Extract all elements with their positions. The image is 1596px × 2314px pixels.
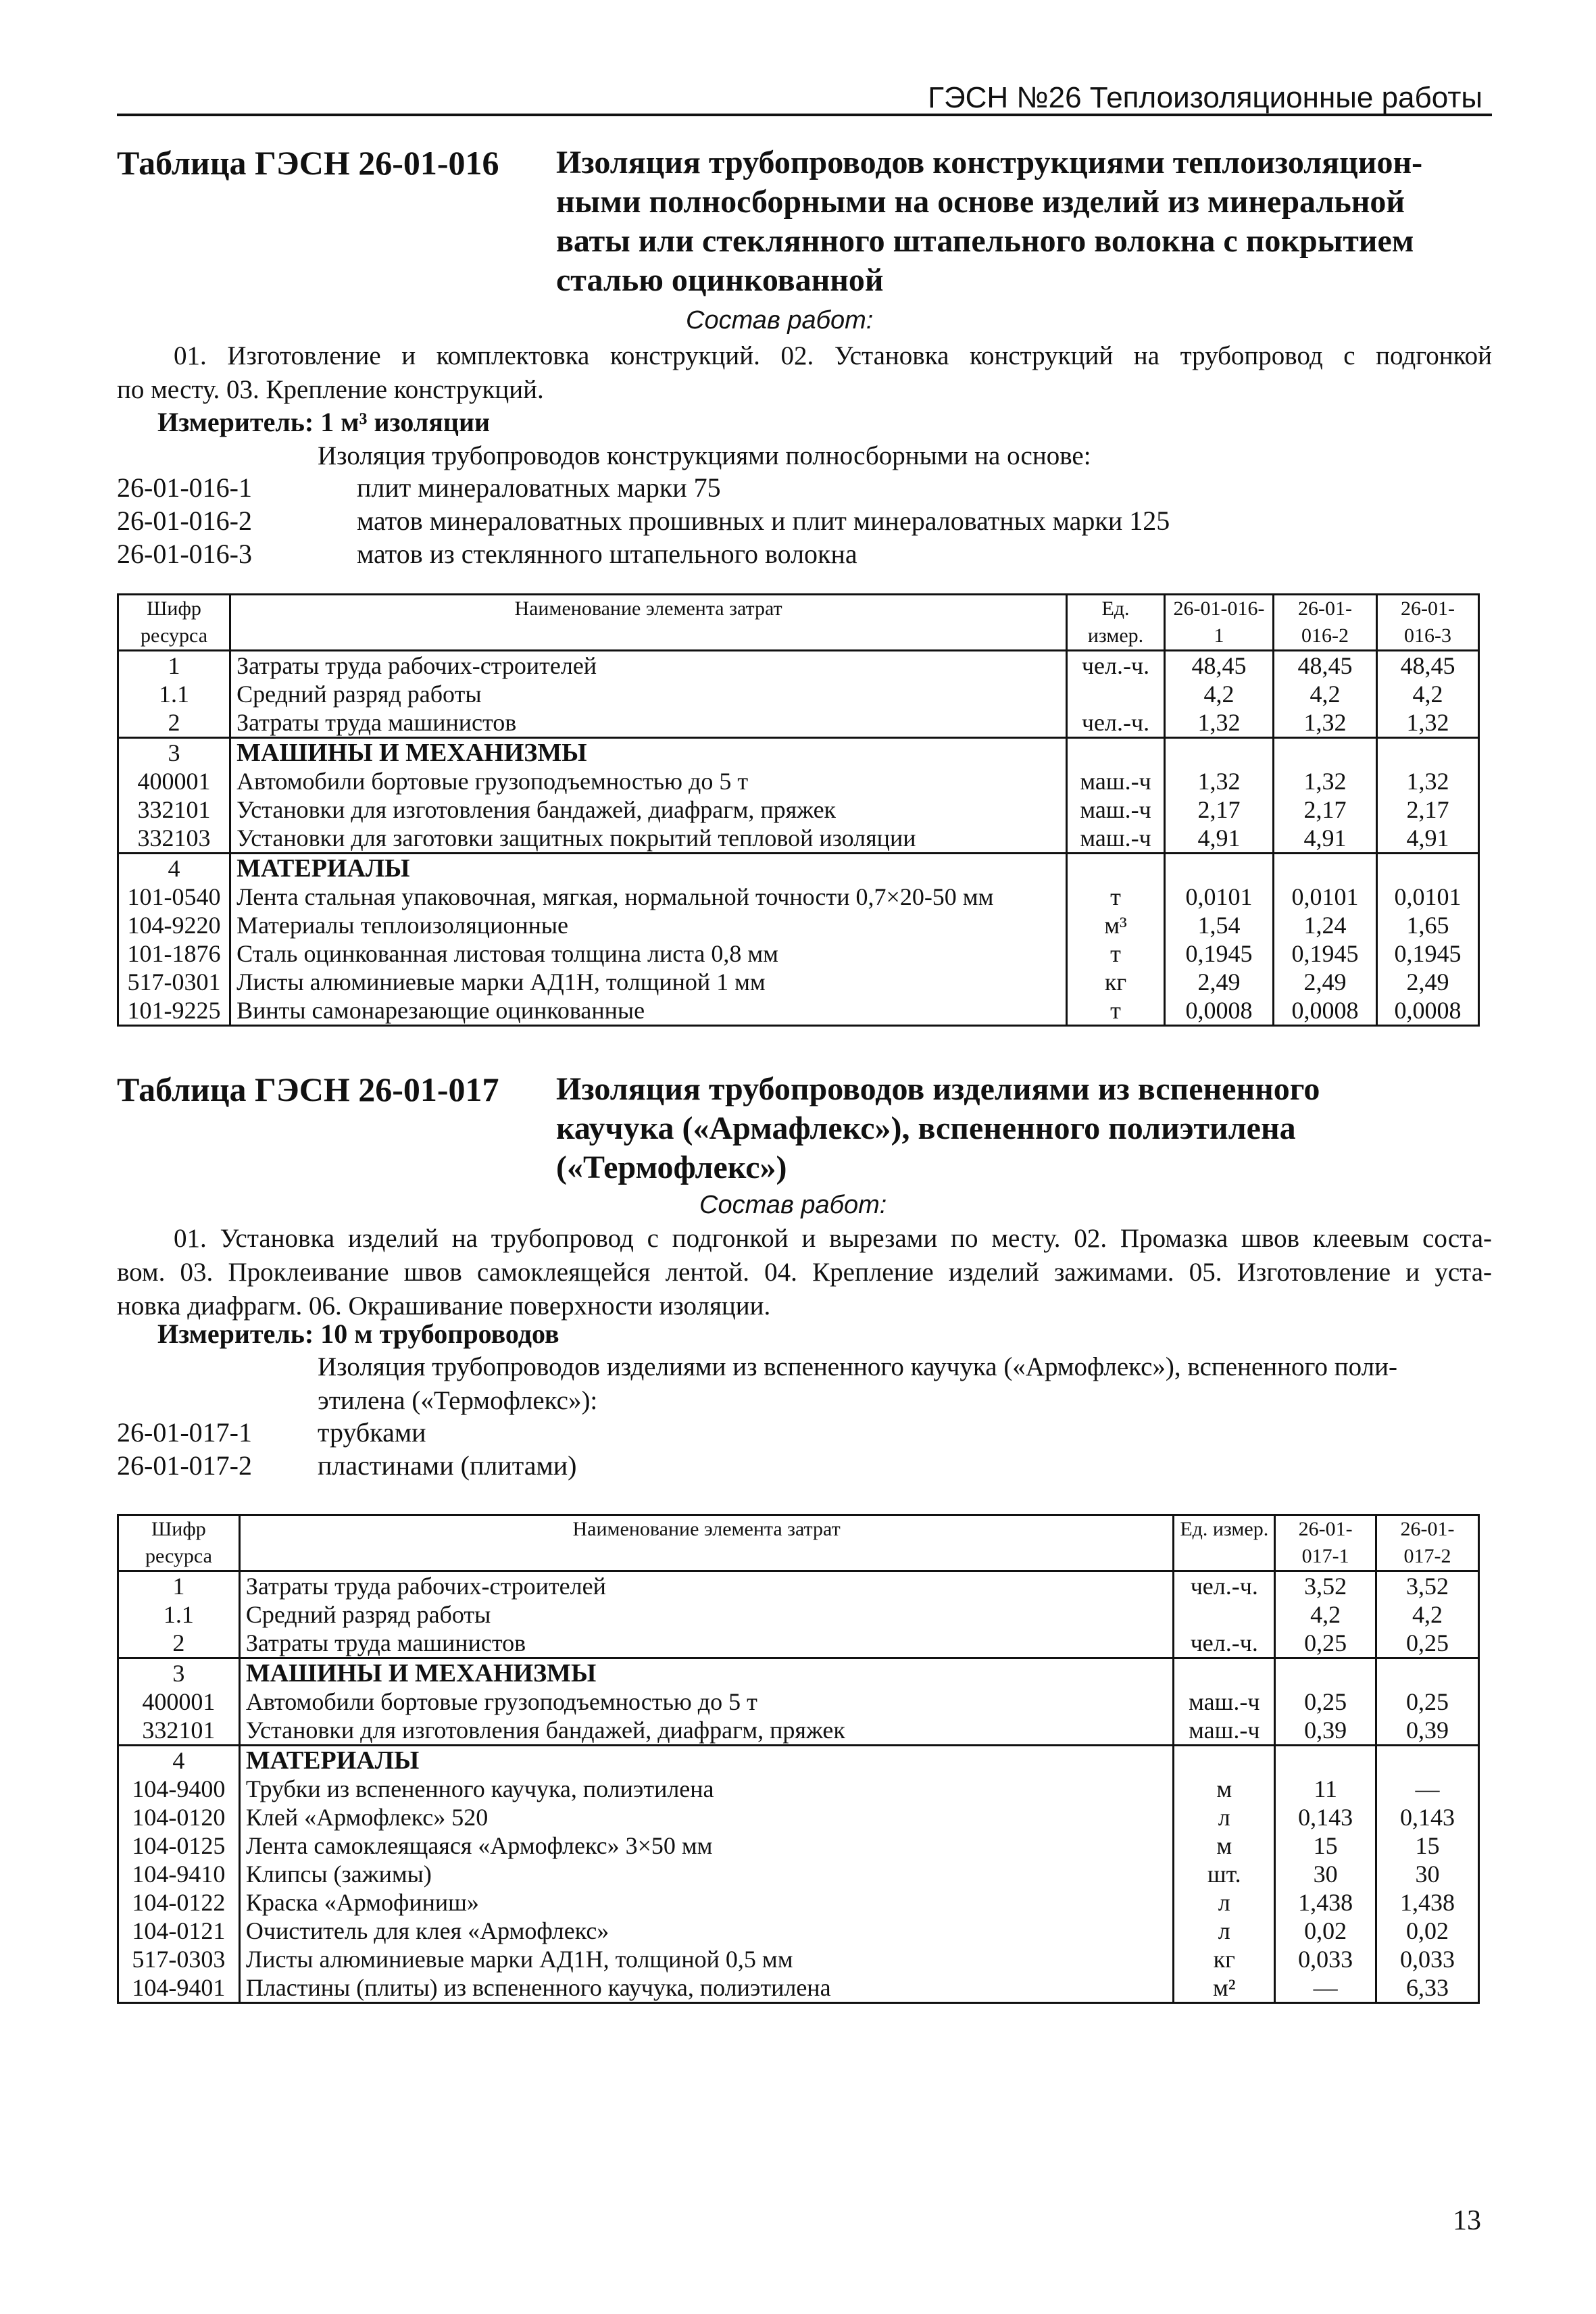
cell-code: 517-0303 (118, 1945, 240, 1973)
cell-unit: маш.-ч (1067, 767, 1165, 795)
cell-value: 2,17 (1376, 795, 1478, 824)
cell-code: 104-0122 (118, 1888, 240, 1917)
cell-value: 0,143 (1275, 1803, 1376, 1831)
cell-unit: л (1174, 1803, 1275, 1831)
cell-value: 1,32 (1164, 767, 1273, 795)
cell-value: 1,32 (1376, 767, 1478, 795)
page-number: 13 (1453, 2205, 1481, 2236)
header-col: 26-01-017-1 (1275, 1515, 1376, 1571)
cell-value: 1,24 (1274, 911, 1377, 939)
cell-unit: м (1174, 1775, 1275, 1803)
cell-name: Пластины (плиты) из вспененного каучука, полиэтилена (239, 1973, 1173, 2003)
cell-value (1274, 738, 1377, 768)
cell-value: 1,438 (1376, 1888, 1479, 1917)
table-row (118, 738, 1479, 768)
cell-code: 517-0301 (118, 968, 230, 996)
cell-value: 0,033 (1376, 1945, 1479, 1973)
header-col: 26-01-017-2 (1376, 1515, 1479, 1571)
cell-unit: маш.-ч (1067, 824, 1165, 854)
cell-value: 0,0101 (1164, 883, 1273, 911)
cell-unit: маш.-ч (1174, 1716, 1275, 1746)
cell-value: 0,02 (1275, 1917, 1376, 1945)
cell-code: 4 (118, 1746, 240, 1775)
table-row (118, 854, 1479, 883)
table1-works-line: по месту. 03. Крепление конструкций. (117, 375, 544, 404)
cell-code: 332101 (118, 1716, 240, 1746)
variant-code: 26-01-017-2 (117, 1450, 252, 1481)
cell-name: МАШИНЫ И МЕХАНИЗМЫ (230, 738, 1067, 768)
cell-value: 0,033 (1275, 1945, 1376, 1973)
cell-unit: чел.-ч. (1174, 1629, 1275, 1658)
cell-code: 1 (118, 1571, 240, 1601)
cell-name: МАТЕРИАЛЫ (239, 1746, 1173, 1775)
table1-meter (157, 406, 490, 438)
table-row (118, 795, 1479, 824)
intro-line: этилена («Термофлекс»): (318, 1386, 598, 1415)
cell-value: 2,17 (1164, 795, 1273, 824)
table1-title: Таблица ГЭСН 26-01-016 (117, 144, 499, 182)
variant-text: пластинами (плитами) (318, 1450, 577, 1481)
table-row (118, 1716, 1479, 1746)
variant-text: матов из стеклянного штапельного волокна (357, 539, 857, 569)
table-row (118, 1629, 1479, 1658)
cell-name: МАТЕРИАЛЫ (230, 854, 1067, 883)
header-name: Наименование элемента затрат (230, 595, 1067, 651)
cell-code: 101-1876 (118, 939, 230, 968)
cell-value: 15 (1275, 1831, 1376, 1860)
table2-works-line: новка диафрагм. 06. Окрашивание поверхности изоляции. (117, 1291, 771, 1321)
cell-name: Трубки из вспененного каучука, полиэтилена (239, 1775, 1173, 1803)
cell-name: МАШИНЫ И МЕХАНИЗМЫ (239, 1658, 1173, 1688)
header-code: Шифр ресурса (118, 595, 230, 651)
table2-meter (157, 1318, 559, 1350)
table-row (118, 1973, 1479, 2003)
cell-name: Затраты труда машинистов (239, 1629, 1173, 1658)
cell-name: Затраты труда машинистов (230, 708, 1067, 738)
table-row (118, 1688, 1479, 1716)
table2-works-line: 01. Установка изделий на трубопровод с подгонкой и вырезами по месту. 02. Промазка швов клеевым соста- (174, 1224, 1492, 1253)
table-row (118, 824, 1479, 854)
header-code: Шифр ресурса (118, 1515, 240, 1571)
cell-name: Листы алюминиевые марки АД1Н, толщиной 1 мм (230, 968, 1067, 996)
cell-code: 104-0125 (118, 1831, 240, 1860)
table2-variant-row (117, 1450, 1401, 1483)
cell-unit (1067, 738, 1165, 768)
cell-value: 1,54 (1164, 911, 1273, 939)
cell-value: 0,25 (1275, 1688, 1376, 1716)
cell-code: 400001 (118, 767, 230, 795)
cell-code: 104-9401 (118, 1973, 240, 2003)
table2-caption-line: Изоляция трубопроводов изделиями из вспененного (556, 1071, 1320, 1107)
cell-code: 2 (118, 1629, 240, 1658)
cell-value: 1,32 (1274, 767, 1377, 795)
variant-text: матов минераловатных прошивных и плит минераловатных марки 125 (357, 506, 1170, 536)
cell-value (1164, 854, 1273, 883)
table-row (118, 939, 1479, 968)
cell-value (1275, 1658, 1376, 1688)
cell-value (1376, 854, 1478, 883)
table-row (118, 996, 1479, 1026)
cell-name: Лента стальная упаковочная, мягкая, нормальной точности 0,7×20-50 мм (230, 883, 1067, 911)
cell-value (1274, 854, 1377, 883)
cell-code: 104-9410 (118, 1860, 240, 1888)
running-head: ГЭСН №26 Теплоизоляционные работы (928, 81, 1482, 114)
cell-value: 0,39 (1275, 1716, 1376, 1746)
cell-code: 104-0121 (118, 1917, 240, 1945)
table2-caption (556, 1070, 1320, 1187)
cell-value: — (1376, 1775, 1479, 1803)
table1-meter-value: 1 м³ изоляции (320, 407, 491, 437)
cell-value: 0,1945 (1376, 939, 1478, 968)
table-row (118, 1746, 1479, 1775)
table-row (118, 1803, 1479, 1831)
cell-unit: л (1174, 1917, 1275, 1945)
cell-value: 48,45 (1164, 651, 1273, 681)
cell-value: 0,0008 (1274, 996, 1377, 1026)
resource-table-2 (117, 1514, 1480, 2004)
cell-value: 4,2 (1376, 1600, 1479, 1629)
cell-code: 104-0120 (118, 1803, 240, 1831)
cell-value: 4,91 (1376, 824, 1478, 854)
cell-value: 4,2 (1376, 680, 1478, 708)
cell-code: 1.1 (118, 1600, 240, 1629)
cell-value: 0,1945 (1164, 939, 1273, 968)
table-row (118, 1658, 1479, 1688)
cell-value: 48,45 (1376, 651, 1478, 681)
cell-value: 3,52 (1275, 1571, 1376, 1601)
table-row (118, 708, 1479, 738)
header-name: Наименование элемента затрат (239, 1515, 1173, 1571)
cell-value: 11 (1275, 1775, 1376, 1803)
cell-value: 2,49 (1376, 968, 1478, 996)
cell-code: 332103 (118, 824, 230, 854)
header-unit: Ед. измер. (1067, 595, 1165, 651)
cell-name: Клей «Армофлекс» 520 (239, 1803, 1173, 1831)
cell-code: 104-9400 (118, 1775, 240, 1803)
cell-value: 0,1945 (1274, 939, 1377, 968)
cell-code: 101-0540 (118, 883, 230, 911)
table-row (118, 651, 1479, 681)
cell-name: Установки для изготовления бандажей, диафрагм, пряжек (239, 1716, 1173, 1746)
table1-caption (556, 143, 1422, 300)
table2-variant-row (117, 1417, 1401, 1450)
cell-value: 4,2 (1274, 680, 1377, 708)
cell-code: 4 (118, 854, 230, 883)
cell-value: 48,45 (1274, 651, 1377, 681)
table-header-row (118, 1515, 1479, 1571)
cell-value: 0,02 (1376, 1917, 1479, 1945)
variant-code: 26-01-016-2 (117, 506, 252, 536)
cell-name: Затраты труда рабочих-строителей (230, 651, 1067, 681)
table2-caption-line: каучука («Армафлекс»), вспененного полиэтилена (556, 1110, 1296, 1146)
cell-unit: кг (1067, 968, 1165, 996)
cell-value: 6,33 (1376, 1973, 1479, 2003)
table1-works (117, 339, 1492, 407)
cell-value: 30 (1376, 1860, 1479, 1888)
cell-unit: т (1067, 883, 1165, 911)
cell-unit (1174, 1746, 1275, 1775)
cell-name: Затраты труда рабочих-строителей (239, 1571, 1173, 1601)
cell-name: Краска «Армофиниш» (239, 1888, 1173, 1917)
variant-code: 26-01-016-1 (117, 472, 252, 503)
cell-value: 4,91 (1164, 824, 1273, 854)
table-row (118, 767, 1479, 795)
table1-variant-row (117, 505, 1401, 539)
cell-unit (1067, 680, 1165, 708)
table2-sostav-label: Состав работ: (699, 1191, 887, 1219)
cell-value: — (1275, 1973, 1376, 2003)
variant-code: 26-01-016-3 (117, 539, 252, 569)
cell-value: 0,0101 (1274, 883, 1377, 911)
table-header-row (118, 595, 1479, 651)
header-unit: Ед. измер. (1174, 1515, 1275, 1571)
table2-meter-value: 10 м трубопроводов (320, 1319, 559, 1349)
cell-unit: т (1067, 939, 1165, 968)
cell-value: 2,49 (1164, 968, 1273, 996)
cell-value: 0,0101 (1376, 883, 1478, 911)
cell-code: 1.1 (118, 680, 230, 708)
cell-value: 0,0008 (1376, 996, 1478, 1026)
cell-name: Средний разряд работы (230, 680, 1067, 708)
table-row (118, 911, 1479, 939)
resource-table-1 (117, 593, 1480, 1027)
table-row (118, 1775, 1479, 1803)
cell-value: 3,52 (1376, 1571, 1479, 1601)
cell-name: Установки для заготовки защитных покрытий тепловой изоляции (230, 824, 1067, 854)
cell-value (1376, 738, 1478, 768)
table1-variant-row (117, 538, 1401, 572)
variant-text: плит минераловатных марки 75 (357, 472, 721, 503)
cell-code: 1 (118, 651, 230, 681)
table2-works-line: вом. 03. Проклеивание швов самоклеящейся лентой. 04. Крепление изделий зажимами. 05. Изготовление и уста- (117, 1258, 1492, 1287)
header-rule (117, 114, 1492, 116)
cell-unit (1067, 854, 1165, 883)
table-row (118, 1571, 1479, 1601)
cell-value: 1,65 (1376, 911, 1478, 939)
cell-value: 2,49 (1274, 968, 1377, 996)
cell-unit: л (1174, 1888, 1275, 1917)
variant-code: 26-01-017-1 (117, 1417, 252, 1448)
table-row (118, 883, 1479, 911)
table1-sostav-label: Состав работ: (686, 306, 874, 335)
table-row (118, 1888, 1479, 1917)
table-row (118, 1600, 1479, 1629)
cell-name: Автомобили бортовые грузоподъемностью до 5 т (230, 767, 1067, 795)
table-row (118, 968, 1479, 996)
cell-unit: шт. (1174, 1860, 1275, 1888)
cell-unit: маш.-ч (1174, 1688, 1275, 1716)
cell-name: Автомобили бортовые грузоподъемностью до 5 т (239, 1688, 1173, 1716)
cell-unit: кг (1174, 1945, 1275, 1973)
table1-variants-intro: Изоляция трубопроводов конструкциями полносборными на основе: (318, 441, 1091, 470)
cell-value: 0,39 (1376, 1716, 1479, 1746)
cell-name: Клипсы (зажимы) (239, 1860, 1173, 1888)
cell-value: 1,32 (1376, 708, 1478, 738)
table2-works (117, 1222, 1492, 1323)
table-row (118, 1831, 1479, 1860)
cell-value: 30 (1275, 1860, 1376, 1888)
cell-value: 2,17 (1274, 795, 1377, 824)
cell-value: 1,32 (1164, 708, 1273, 738)
variant-text: трубками (318, 1417, 426, 1448)
table1-caption-line: ными полносборными на основе изделий из минеральной (556, 184, 1405, 220)
cell-name: Сталь оцинкованная листовая толщина листа 0,8 мм (230, 939, 1067, 968)
cell-value: 0,143 (1376, 1803, 1479, 1831)
table1-caption-line: Изоляция трубопроводов конструкциями теплоизоляцион- (556, 145, 1423, 180)
table1-caption-line: сталью оцинкованной (556, 262, 884, 298)
cell-unit: чел.-ч. (1067, 708, 1165, 738)
cell-value: 4,2 (1164, 680, 1273, 708)
cell-unit: м (1174, 1831, 1275, 1860)
header-col: 26-01-016-1 (1164, 595, 1273, 651)
cell-unit: маш.-ч (1067, 795, 1165, 824)
cell-code: 400001 (118, 1688, 240, 1716)
cell-name: Материалы теплоизоляционные (230, 911, 1067, 939)
header-col: 26-01-016-3 (1376, 595, 1478, 651)
cell-value (1376, 1746, 1479, 1775)
table1-caption-line: ваты или стеклянного штапельного волокна с покрытием (556, 223, 1414, 259)
cell-value (1275, 1746, 1376, 1775)
cell-value: 1,32 (1274, 708, 1377, 738)
cell-code: 2 (118, 708, 230, 738)
table1-variant-row (117, 472, 1401, 506)
table1-works-line: 01. Изготовление и комплектовка конструкций. 02. Установка конструкций на трубопровод с подгонкой (174, 341, 1492, 370)
cell-value (1164, 738, 1273, 768)
cell-value: 0,25 (1376, 1688, 1479, 1716)
cell-name: Лента самоклеящаяся «Армофлекс» 3×50 мм (239, 1831, 1173, 1860)
table2-title: Таблица ГЭСН 26-01-017 (117, 1070, 499, 1108)
cell-unit (1174, 1600, 1275, 1629)
table-row (118, 1945, 1479, 1973)
cell-code: 3 (118, 1658, 240, 1688)
cell-value (1376, 1658, 1479, 1688)
cell-name: Листы алюминиевые марки АД1Н, толщиной 0,5 мм (239, 1945, 1173, 1973)
cell-name: Винты самонарезающие оцинкованные (230, 996, 1067, 1026)
table-row (118, 680, 1479, 708)
table2-variants-intro (318, 1350, 1480, 1418)
intro-line: Изоляция трубопроводов изделиями из вспененного каучука («Армофлекс»), вспененного поли- (318, 1352, 1397, 1381)
table2-meter-label: Измеритель: (157, 1319, 314, 1349)
cell-unit: т (1067, 996, 1165, 1026)
cell-value: 0,0008 (1164, 996, 1273, 1026)
cell-unit: чел.-ч. (1067, 651, 1165, 681)
cell-unit: м² (1174, 1973, 1275, 2003)
cell-value: 4,2 (1275, 1600, 1376, 1629)
cell-unit: м³ (1067, 911, 1165, 939)
cell-name: Очиститель для клея «Армофлекс» (239, 1917, 1173, 1945)
cell-value: 0,25 (1275, 1629, 1376, 1658)
cell-name: Средний разряд работы (239, 1600, 1173, 1629)
cell-value: 1,438 (1275, 1888, 1376, 1917)
cell-code: 104-9220 (118, 911, 230, 939)
table2-caption-line: («Термофлекс») (556, 1150, 787, 1185)
cell-name: Установки для изготовления бандажей, диафрагм, пряжек (230, 795, 1067, 824)
table-row (118, 1917, 1479, 1945)
cell-value: 4,91 (1274, 824, 1377, 854)
table-row (118, 1860, 1479, 1888)
cell-code: 3 (118, 738, 230, 768)
cell-unit (1174, 1658, 1275, 1688)
cell-code: 101-9225 (118, 996, 230, 1026)
cell-value: 15 (1376, 1831, 1479, 1860)
table1-meter-label: Измеритель: (157, 407, 314, 437)
cell-unit: чел.-ч. (1174, 1571, 1275, 1601)
cell-code: 332101 (118, 795, 230, 824)
header-col: 26-01-016-2 (1274, 595, 1377, 651)
cell-value: 0,25 (1376, 1629, 1479, 1658)
